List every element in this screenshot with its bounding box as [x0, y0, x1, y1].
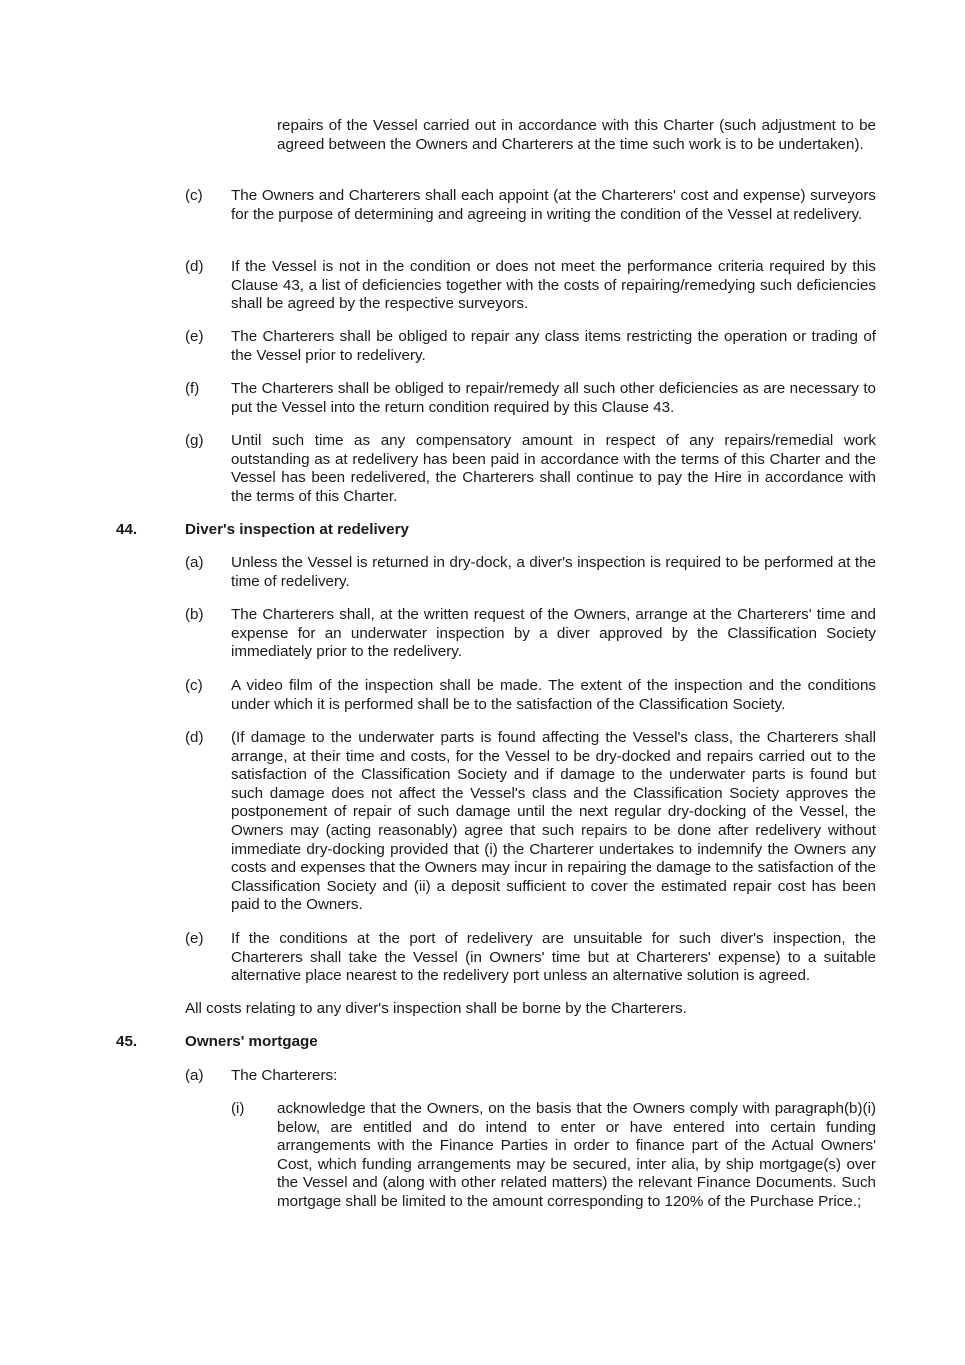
item-label: (e)	[185, 328, 204, 345]
clause-number: 45.	[116, 1033, 138, 1050]
item-text: A video film of the inspection shall be made. The extent of the inspection and the conditions under which it is performed shall be to the satisfaction of the Classification Society.	[231, 677, 876, 713]
item-label: (d)	[185, 729, 204, 746]
item-label: (c)	[185, 187, 203, 204]
item-label: (a)	[185, 1067, 204, 1084]
item-text: The Charterers shall be obliged to repair any class items restricting the operation or trading of the Vessel prior to redelivery.	[231, 328, 876, 364]
item-label: (f)	[185, 380, 200, 397]
clause-title: Owners' mortgage	[185, 1033, 318, 1050]
clause-title: Diver's inspection at redelivery	[185, 521, 409, 538]
item-label: (e)	[185, 930, 204, 947]
subitem-label: (i)	[231, 1100, 245, 1117]
item-label: (b)	[185, 606, 204, 623]
clause-44-closing: All costs relating to any diver's inspection shall be borne by the Charterers.	[185, 1000, 687, 1017]
clause-number: 44.	[116, 521, 138, 538]
item-text: Unless the Vessel is returned in dry-dock, a diver's inspection is required to be performed at the time of redelivery.	[231, 554, 876, 590]
subitem-text: acknowledge that the Owners, on the basis that the Owners comply with paragraph(b)(i) below, are entitled and do intend to enter or have entered into certain funding arrangements with the Finance Parties in order to finance part of the Actual Owners' Cost, which funding arrangements may be secured, inter alia, by ship mortgage(s) over the Vessel and (along with other related matters) the relevant Finance Documents. Such mortgage shall be limited to the amount corresponding to 120% of the Purchase Price.;	[277, 1100, 876, 1210]
item-text: The Owners and Charterers shall each appoint (at the Charterers' cost and expense) surveyors for the purpose of determining and agreeing in writing the condition of the Vessel at redelivery.	[231, 187, 876, 223]
continuation-paragraph: repairs of the Vessel carried out in accordance with this Charter (such adjustment to be agreed between the Owners and Charterers at the time such work is to be undertaken).	[277, 117, 876, 153]
item-text: The Charterers:	[231, 1067, 338, 1084]
item-text: Until such time as any compensatory amount in respect of any repairs/remedial work outstanding as at redelivery has been paid in accordance with the terms of this Charter and the Vessel has been redelivered, the Charterers shall continue to pay the Hire in accordance with the terms of this Charter.	[231, 432, 876, 505]
item-label: (d)	[185, 258, 204, 275]
item-label: (g)	[185, 432, 204, 449]
item-text: If the conditions at the port of redelivery are unsuitable for such diver's inspection, the Charterers shall take the Vessel (in Owners' time but at Charterers' expense) to a suitable alternative place nearest to the redelivery port unless an alternative solution is agreed.	[231, 930, 876, 985]
item-label: (a)	[185, 554, 204, 571]
item-text: The Charterers shall be obliged to repair/remedy all such other deficiencies as are necessary to put the Vessel into the return condition required by this Clause 43.	[231, 380, 876, 416]
item-text: If the Vessel is not in the condition or does not meet the performance criteria required by this Clause 43, a list of deficiencies together with the costs of repairing/remedying such deficiencies shall be agreed by the respective surveyors.	[231, 258, 876, 313]
item-text: (If damage to the underwater parts is found affecting the Vessel's class, the Charterers shall arrange, at their time and costs, for the Vessel to be dry-docked and repairs carried out to the satisfaction of the Classification Society and if damage to the underwater parts is found but such damage does not affect the Vessel's class and the Classification Society approves the postponement of repair of such damage until the next regular dry-docking of the Vessel, the Owners may (acting reasonably) agree that such repairs to be done after redelivery without immediate dry-docking provided that (i) the Charterer undertakes to indemnify the Owners any costs and expenses that the Owners may incur in repairing the damage to the satisfaction of the Classification Society and (ii) a deposit sufficient to cover the estimated repair cost has been paid to the Owners.	[231, 729, 876, 914]
item-label: (c)	[185, 677, 203, 694]
item-text: The Charterers shall, at the written request of the Owners, arrange at the Charterers' time and expense for an underwater inspection by a diver approved by the Classification Society immediately prior to the redelivery.	[231, 606, 876, 661]
